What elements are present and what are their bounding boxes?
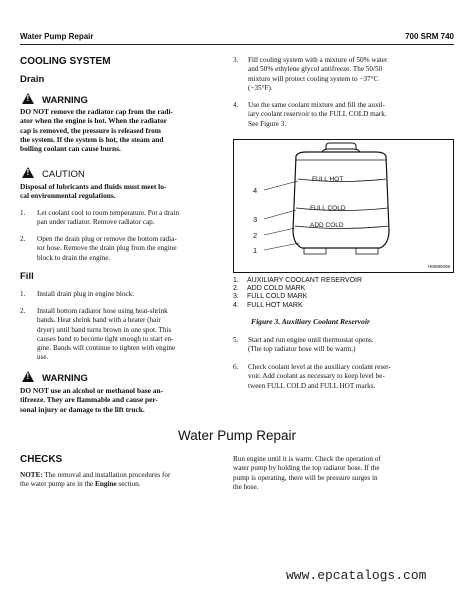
caution-text: Disposal of lubricants and fluids must meet lo- cal environmental regulations. xyxy=(20,182,167,201)
callout-1: 1 xyxy=(253,246,258,255)
header-title: Water Pump Repair xyxy=(20,32,94,41)
callout-3: 3 xyxy=(253,215,258,224)
warning-icon-2 xyxy=(22,371,34,382)
warning-text: DO NOT remove the radiator cap from the radi- ator when the engine is hot. When the radiator cap is removed, the pressure is released from the system. If the system is hot, the steam and boiling coolant can cause burns. xyxy=(20,107,173,154)
subsection-drain: Drain xyxy=(20,74,45,85)
label-add-cold: ADD COLD xyxy=(310,222,344,229)
figure-caption: Figure 3. Auxiliary Coolant Reservoir xyxy=(251,317,370,326)
caution-label: CAUTION xyxy=(42,169,85,180)
callout-4: 4 xyxy=(253,186,258,195)
warning-label: WARNING xyxy=(42,95,88,106)
legend-item: 3. FULL COLD MARK xyxy=(233,293,308,301)
section-title-cooling: COOLING SYSTEM xyxy=(20,56,111,67)
legend-item: 2. ADD COLD MARK xyxy=(233,285,306,293)
figure-3-frame xyxy=(233,139,454,273)
watermark: www.epcatalogs.com xyxy=(286,568,427,583)
figure-legend xyxy=(233,277,362,310)
figure-code: HM080008 xyxy=(427,264,450,269)
label-full-cold: FULL COLD xyxy=(310,205,346,212)
label-full-hot: FULL HOT xyxy=(312,176,344,183)
header-doc-number: 700 SRM 740 xyxy=(405,32,454,41)
warning-label-2: WARNING xyxy=(42,373,88,384)
checks-title: CHECKS xyxy=(20,454,63,465)
warning-text-2: DO NOT use an alcohol or methanol base an- tifreeze. They are flammable and cause per- sonal injury or damage to the lift truck. xyxy=(20,386,164,414)
callout-2: 2 xyxy=(253,231,258,240)
header-rule xyxy=(20,44,454,45)
legend-item: 4. FULL HOT MARK xyxy=(233,301,303,309)
checks-procedure: Run engine until it is warm. Check the operation of water pump by holding the top radiator hose. If the pump is operating, there will be pressure surges in the hose. xyxy=(233,455,381,491)
subsection-fill: Fill xyxy=(20,271,34,282)
checks-note: NOTE: The removal and installation procedures for the water pump are in the Engine section. xyxy=(20,471,171,489)
legend-item: 1. AUXILIARY COOLANT RESERVOIR xyxy=(233,277,363,284)
section-title-water-pump: Water Pump Repair xyxy=(177,428,297,443)
caution-icon xyxy=(22,167,34,178)
warning-icon xyxy=(22,93,34,104)
